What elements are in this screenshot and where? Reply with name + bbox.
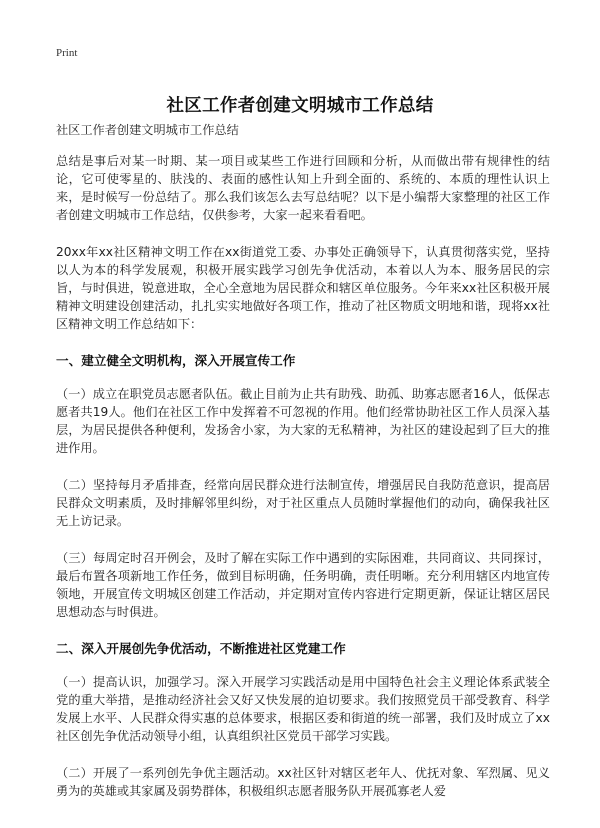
article-subtitle: 社区工作者创建文明城市工作总结 xyxy=(56,123,239,137)
print-link[interactable]: Print xyxy=(56,47,78,59)
section2-item-2: （二）开展了一系列创先争优主题活动。xx社区针对辖区老年人、优抚对象、军烈属、见义勇为的英雄或其家属及弱势群体，积极组织志愿者服务队开展孤寡老人爱 xyxy=(56,766,550,798)
section1-item-2: （二）坚持每月矛盾排查，经常向居民群众进行法制宣传，增强居民自我防范意识，提高居民群众文明素质，及时排解邻里纠纷，对于社区重点人员随时掌握他们的动向，确保我社区无上访记录。 xyxy=(56,478,550,528)
page-title: 社区工作者创建文明城市工作总结 xyxy=(166,95,434,116)
article-body xyxy=(56,121,550,800)
section-heading-2: 二、深入开展创先争优活动，不断推进社区党建工作 xyxy=(56,641,346,656)
section2-item-1: （一）提高认识，加强学习。深入开展学习实践活动是用中国特色社会主义理论体系武装全党的重大举措，是推动经济社会又好又快发展的迫切要求。我们按照党员干部受教育、科学发展上水平、人民群众得实惠的总体要求，根据区委和街道的统一部署，我们及时成立了xx社区创先争优活动领导小组，认真组织社区党员干部学习实践。 xyxy=(56,675,550,743)
section-heading-1: 一、建立健全文明机构，深入开展宣传工作 xyxy=(56,353,296,368)
section1-item-1: （一）成立在职党员志愿者队伍。截止目前为止共有助残、助孤、助寡志愿者16人，低保志愿者共19人。他们在社区工作中发挥着不可忽视的作用。他们经常协助社区工作人员深入基层，为居民提供各种便利，发扬舍小家，为大家的无私精神，为社区的建设起到了巨大的推进作用。 xyxy=(56,387,550,455)
section1-item-3: （三）每周定时召开例会，及时了解在实际工作中遇到的实际困难，共同商议、共同探讨，最后布置各项新地工作任务，做到目标明确，任务明确，责任明晰。充分利用辖区内地宣传领地，开展宣传文明城区创建工作活动，并定期对宣传内容进行定期更新，保证让辖区居民思想动态与时俱进。 xyxy=(56,551,550,619)
intro-paragraph: 总结是事后对某一时期、某一项目或某些工作进行回顾和分析，从而做出带有规律性的结论，它可使零星的、肤浅的、表面的感性认知上升到全面的、系统的、本质的理性认识上来，是时候写一份总结了。那么我们该怎么去写总结呢？以下是小编帮大家整理的社区工作者创建文明城市工作总结，仅供参考，大家一起来看看吧。 xyxy=(56,154,550,222)
overview-paragraph: 20xx年xx社区精神文明工作在xx街道党工委、办事处正确领导下，认真贯彻落实党，坚持以人为本的科学发展观，积极开展实践学习创先争优活动，本着以人为本、服务居民的宗旨，与时俱进，锐意进取，全心全意地为居民群众和辖区单位服务。今年来xx社区积极开展精神文明建设创建活动，扎扎实实地做好各项工作，推动了社区物质文明地和谐，现将xx社区精神文明工作总结如下： xyxy=(56,245,550,331)
